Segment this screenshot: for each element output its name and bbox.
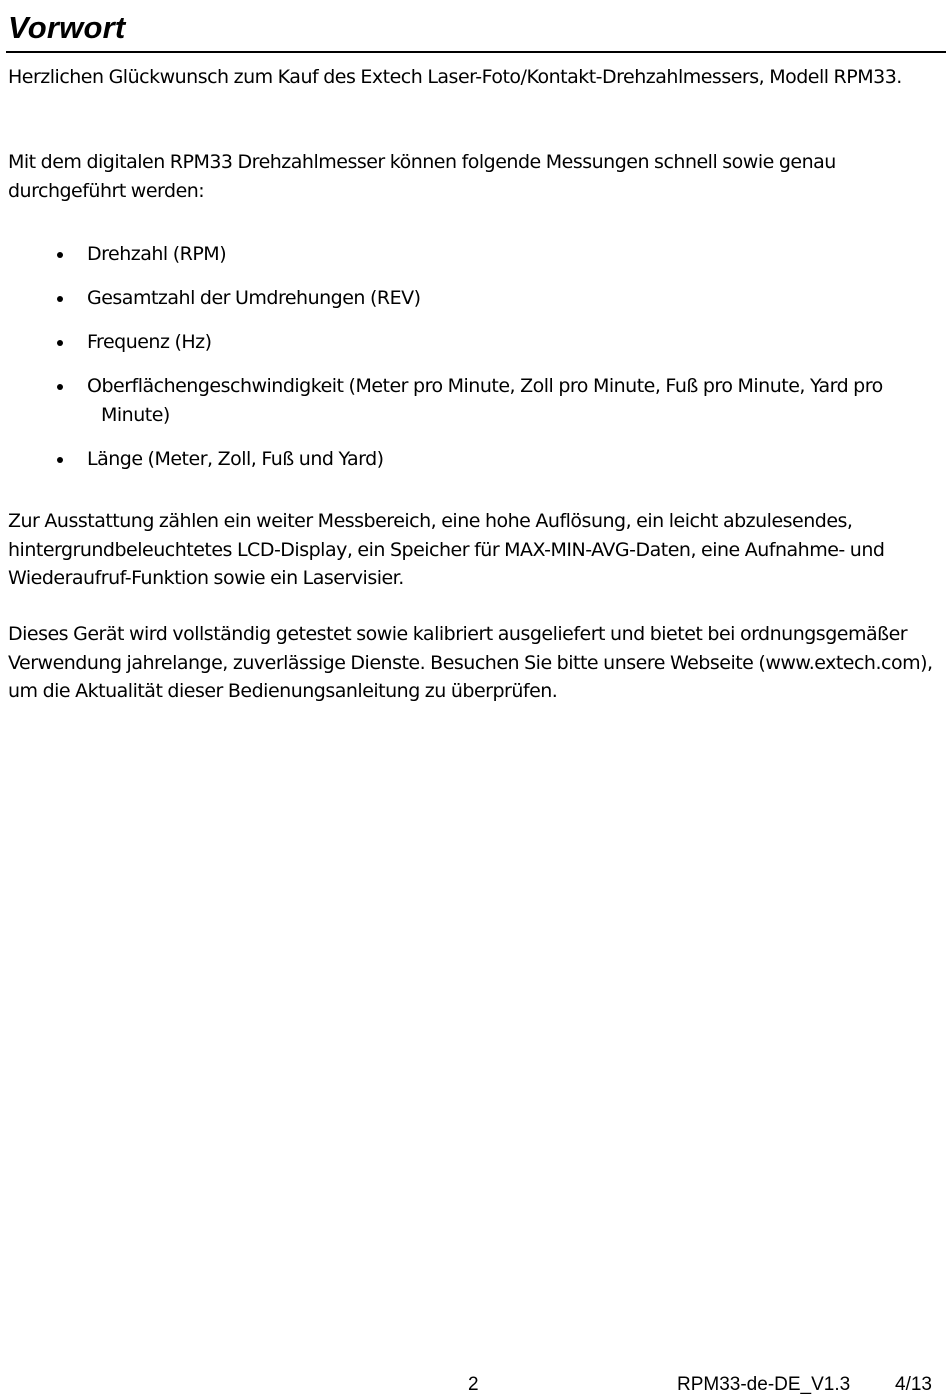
closing-paragraph: Dieses Gerät wird vollständig getestet sowie kalibriert ausgeliefert und bietet bei ordnungsgemäßer Verwendung jahrelange, zuverlässige Dienste. Besuchen Sie bitte unsere Webseite (www.extech.com), um die Aktualität dieser Bedienungsanleitung zu überprüfen. <box>8 623 933 702</box>
footer-page-number: 2 <box>468 1374 479 1395</box>
measurements-intro-paragraph: Mit dem digitalen RPM33 Drehzahlmesser können folgende Messungen schnell sowie genau durchgeführt werden: <box>8 151 836 202</box>
list-item <box>0 372 945 429</box>
footer-document-id: RPM33-de-DE_V1.3 <box>677 1374 851 1395</box>
list-item <box>0 445 945 474</box>
bullet-icon <box>57 296 63 302</box>
list-item-text: Frequenz (Hz) <box>87 331 212 353</box>
bullet-icon <box>57 384 63 390</box>
list-item-text: Gesamtzahl der Umdrehungen (REV) <box>87 287 421 309</box>
intro-paragraph: Herzlichen Glückwunsch zum Kauf des Extech Laser-Foto/Kontakt-Drehzahlmessers, Modell RPM33. <box>8 66 902 88</box>
measurement-list <box>0 240 945 489</box>
list-item-text: Drehzahl (RPM) <box>87 243 227 265</box>
list-item <box>0 284 945 313</box>
bullet-icon <box>57 457 63 463</box>
list-item-text: Länge (Meter, Zoll, Fuß und Yard) <box>87 447 384 470</box>
bullet-icon <box>57 340 63 346</box>
features-paragraph: Zur Ausstattung zählen ein weiter Messbereich, eine hohe Auflösung, ein leicht abzulesendes, hintergrundbeleuchtetes LCD-Display, ein Speicher für MAX-MIN-AVG-Daten, eine Aufnahme- und Wiederaufruf-Funktion sowie ein Laservisier. <box>8 510 885 589</box>
list-item <box>0 328 945 357</box>
page-title: Vorwort <box>8 10 126 45</box>
list-item-text: Oberflächengeschwindigkeit (Meter pro Minute, Zoll pro Minute, Fuß pro Minute, Yard pro Minute) <box>87 375 883 426</box>
bullet-icon <box>57 252 63 258</box>
heading-divider <box>6 51 946 53</box>
list-item <box>0 240 945 269</box>
footer-page-of: 4/13 <box>895 1374 932 1395</box>
